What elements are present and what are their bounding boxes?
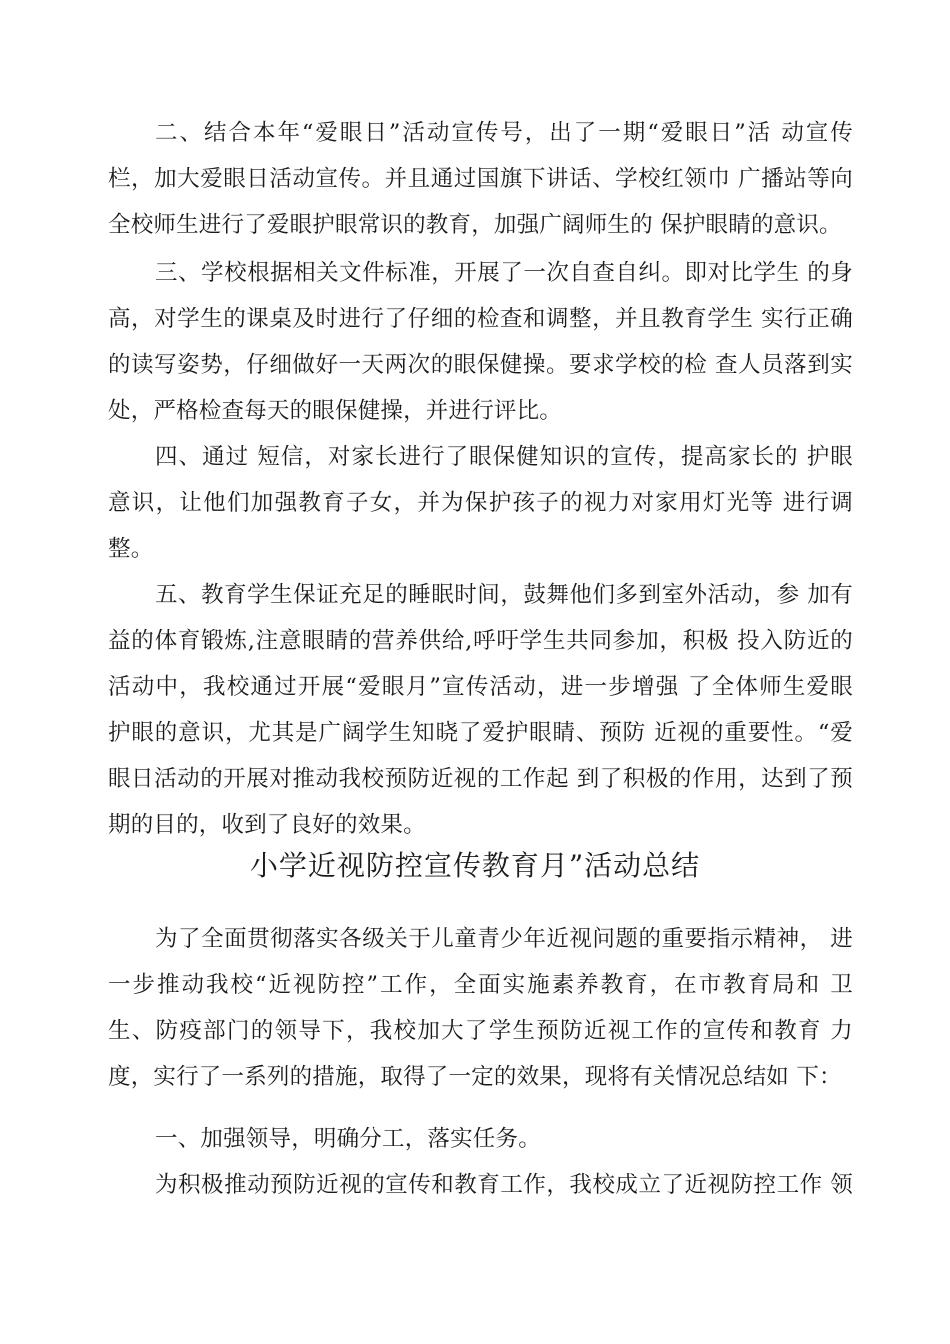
paragraph-publicity-board — [108, 110, 853, 248]
paragraph-line: 全校师生进行了爱眼护眼常识的教育，加强广阔师生的 保护眼睛的意识。 — [108, 212, 842, 238]
paragraph-line: 为了全面贯彻落实各级关于儿童青少年近视问题的重要指示精神， 进 — [155, 926, 853, 952]
paragraph-line: 的读写姿势，仔细做好一天两次的眼保健操。要求学校的检 查人员落到实 — [108, 352, 853, 378]
paragraph-sleep-exercise — [108, 572, 853, 848]
paragraph-line: 期的目的，收到了良好的效果。 — [108, 812, 426, 838]
paragraph-line: 护眼的意识，尤其是广阔学生知晓了爱护眼睛、预防 近视的重要性。“爱 — [108, 720, 853, 746]
section-heading — [108, 1116, 853, 1162]
paragraph-line: 二、结合本年“爱眼日”活动宣传号，出了一期“爱眼日”活 动宣传 — [155, 120, 853, 146]
paragraph-line: 四、通过 短信，对家长进行了眼保健知识的宣传，提高家长的 护眼 — [155, 444, 853, 470]
paragraph-line: 益的体育锻炼,注意眼睛的营养供给,呼吁学生共同参加，积极 投入防近的 — [108, 628, 853, 654]
paragraph-leadership — [108, 1162, 853, 1208]
paragraph-line: 生、防疫部门的领导下，我校加大了学生预防近视工作的宣传和教育 力 — [108, 1018, 853, 1044]
paragraph-line: 一步推动我校“近视防控”工作，全面实施素养教育，在市教育局和 卫 — [108, 972, 853, 998]
paragraph-line: 高，对学生的课桌及时进行了仔细的检查和调整，并且教育学生 实行正确 — [108, 306, 853, 332]
paragraph-line: 为积极推动预防近视的宣传和教育工作，我校成立了近视防控工作 领 — [155, 1172, 853, 1198]
paragraph-line: 三、学校根据相关文件标准，开展了一次自查自纠。即对比学生 的身 — [155, 260, 853, 286]
paragraph-parents-sms — [108, 434, 853, 572]
document-title: 小学近视防控宣传教育月”活动总结 — [249, 849, 701, 882]
section-heading-text: 一、加强领导，明确分工，落实任务。 — [155, 1126, 541, 1152]
paragraph-line: 五、教育学生保证充足的睡眠时间，鼓舞他们多到室外活动，参 加有 — [155, 582, 853, 608]
paragraph-line: 意识，让他们加强教育子女，并为保护孩子的视力对家用灯光等 进行调 — [108, 490, 853, 516]
paragraph-line: 栏，加大爱眼日活动宣传。并且通过国旗下讲话、学校红领巾 广播站等向 — [108, 166, 853, 192]
paragraph-line: 眼日活动的开展对推动我校预防近视的工作起 到了积极的作用，达到了预 — [108, 766, 853, 792]
paragraph-self-inspection — [108, 250, 853, 434]
paragraph-line: 活动中，我校通过开展“爱眼月”宣传活动，进一步增强 了全体师生爱眼 — [108, 674, 853, 700]
paragraph-line: 度，实行了一系列的措施，取得了一定的效果，现将有关情况总结如 下： — [108, 1064, 842, 1090]
paragraph-line: 处，严格检查每天的眼保健操，并进行评比。 — [108, 398, 563, 424]
paragraph-line: 整。 — [108, 536, 154, 562]
paragraph-intro — [108, 916, 853, 1100]
